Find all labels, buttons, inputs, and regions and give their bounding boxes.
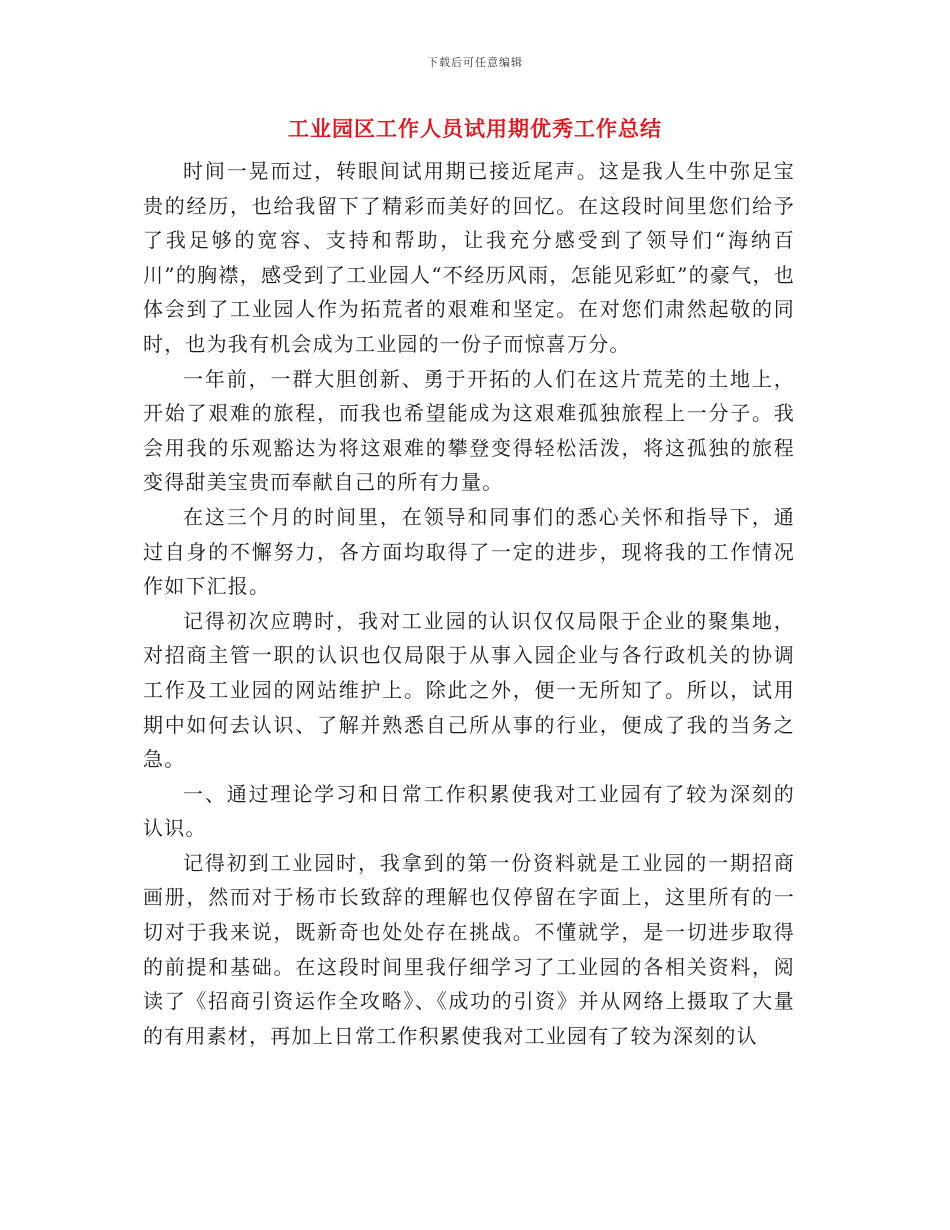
paragraph-6: 记得初到工业园时，我拿到的第一份资料就是工业园的一期招商画册，然而对于杨市长致辞的理解也仅停留在字面上，这里所有的一切对于我来说，既新奇也处处存在挑战。不懂就学，是一切进步取得的前提和基础。在这段时间里我仔细学习了工业园的各相关资料，阅读了《招商引资运作全攻略》、《成功的引资》并从网络上摄取了大量的有用素材，再加上日常工作积累使我对工业园有了较为深刻的认 — [143, 850, 795, 1048]
paragraph-2: 一年前，一群大胆创新、勇于开拓的人们在这片荒芜的土地上，开始了艰难的旅程，而我也希望能成为这艰难孤独旅程上一分子。我会用我的乐观豁达为将这艰难的攀登变得轻松活泼，将这孤独的旅程变得甜美宝贵而奉献自己的所有力量。 — [143, 366, 795, 495]
document-body — [143, 154, 795, 1053]
paragraph-1: 时间一晃而过，转眼间试用期已接近尾声。这是我人生中弥足宝贵的经历，也给我留下了精彩而美好的回忆。在这段时间里您们给予了我足够的宽容、支持和帮助，让我充分感受到了领导们“海纳百川”的胸襟，感受到了工业园人“不经历风雨，怎能见彩虹”的豪气，也体会到了工业园人作为拓荒者的艰难和坚定。在对您们肃然起敬的同时，也为我有机会成为工业园的一份子而惊喜万分。 — [143, 159, 795, 356]
header-note: 下载后可任意编辑 — [427, 56, 523, 69]
paragraph-4: 记得初次应聘时，我对工业园的认识仅仅局限于企业的聚集地，对招商主管一职的认识也仅局限于从事入园企业与各行政机关的协调工作及工业园的网站维护上。除此之外，便一无所知了。所以，试用期中如何去认识、了解并熟悉自己所从事的行业，便成了我的当务之急。 — [143, 608, 795, 772]
paragraph-5-heading: 一、通过理论学习和日常工作积累使我对工业园有了较为深刻的认识。 — [143, 781, 795, 841]
paragraph-3: 在这三个月的时间里，在领导和同事们的悉心关怀和指导下，通过自身的不懈努力，各方面均取得了一定的进步，现将我的工作情况作如下汇报。 — [143, 504, 795, 599]
document-title: 工业园区工作人员试用期优秀工作总结 — [288, 117, 662, 141]
